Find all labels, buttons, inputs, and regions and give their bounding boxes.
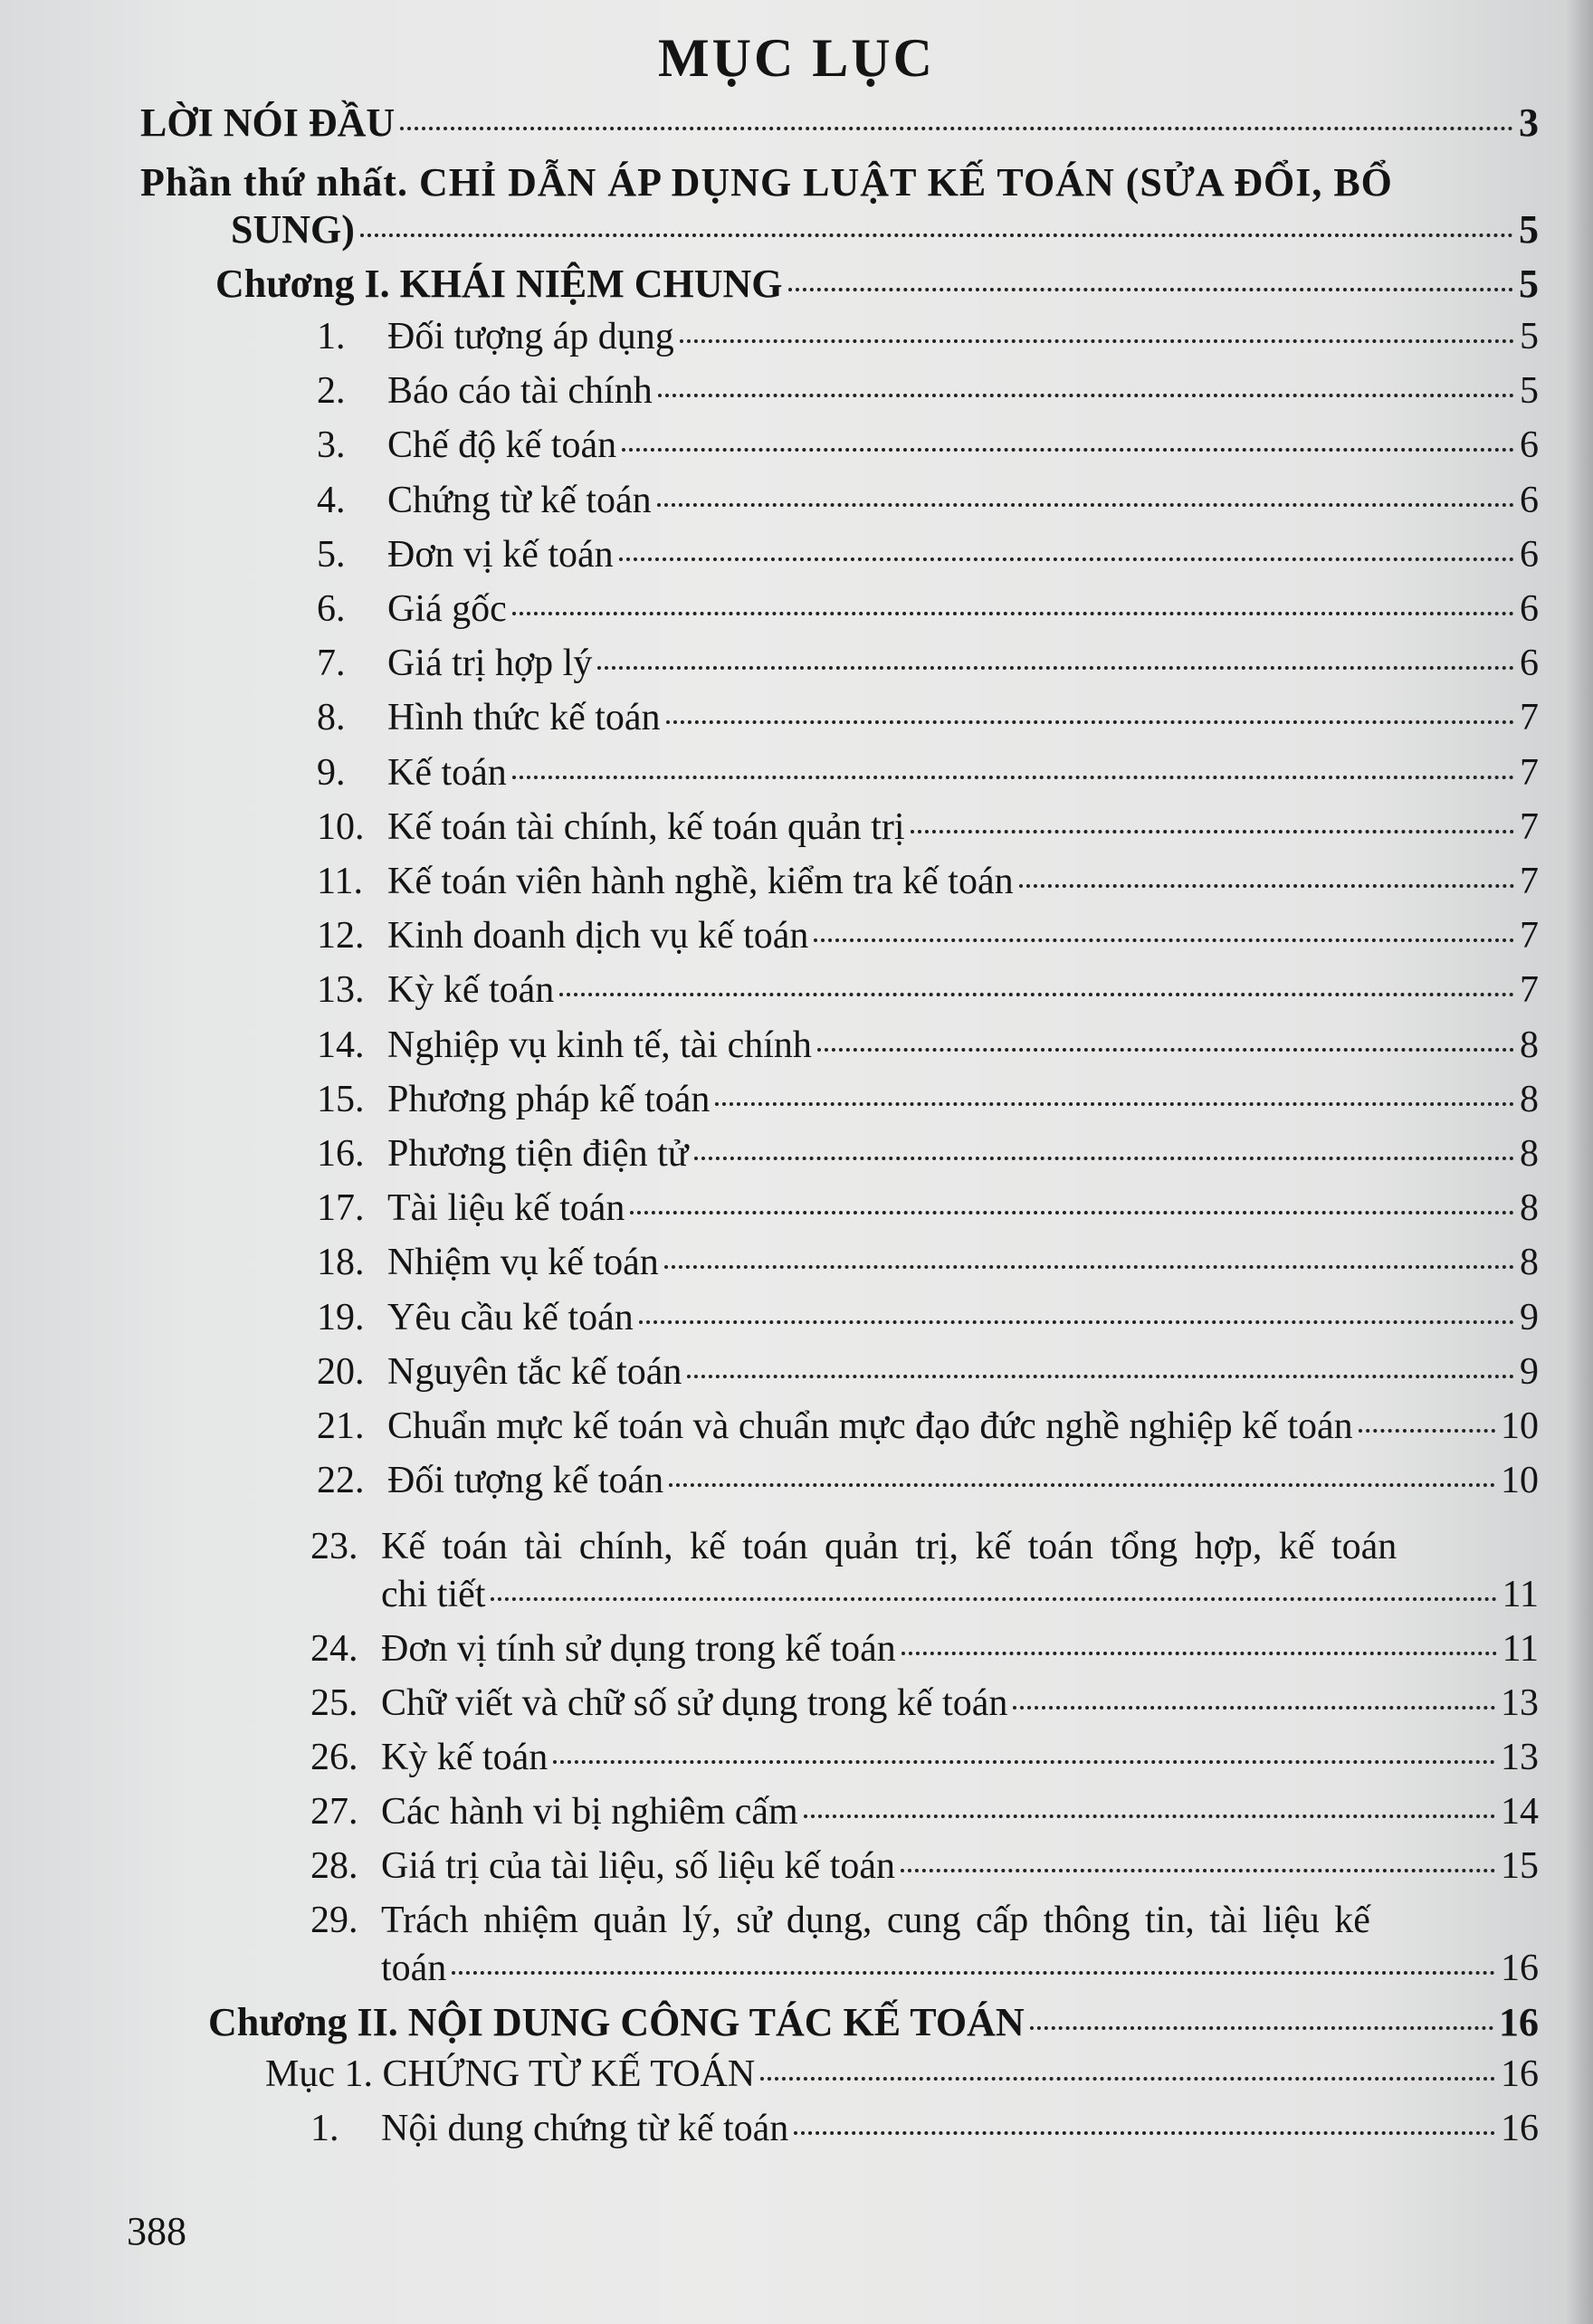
toc-item-number: 11. — [317, 861, 363, 902]
toc-item-page: 7 — [1520, 751, 1539, 794]
toc-item-page: 6 — [1520, 643, 1539, 685]
leader-dots — [804, 1811, 1495, 1818]
toc-item[interactable] — [317, 1459, 1539, 1502]
toc-item[interactable] — [317, 587, 1539, 631]
toc-entry-chapter-2[interactable] — [208, 1999, 1539, 2045]
toc-item[interactable] — [317, 1186, 1539, 1230]
toc-item-number: 20. — [317, 1350, 365, 1393]
toc-item-number: 29. — [310, 1900, 358, 1941]
toc-item-page: 8 — [1520, 1078, 1539, 1120]
toc-item-23-line1[interactable] — [310, 1525, 1539, 1568]
toc-item-page: 8 — [1520, 1187, 1539, 1230]
toc-item-29-line1[interactable] — [310, 1899, 1539, 1942]
toc-item[interactable] — [317, 1296, 1539, 1339]
toc-item-number: 26. — [310, 1737, 358, 1778]
leader-dots — [666, 717, 1514, 724]
toc-item[interactable] — [317, 1132, 1539, 1176]
toc-item-page: 10 — [1501, 1460, 1539, 1502]
toc-item-page: 15 — [1501, 1845, 1539, 1887]
toc-item[interactable] — [317, 1078, 1539, 1121]
leader-dots — [901, 1865, 1495, 1872]
toc-item-number: 21. — [317, 1405, 365, 1447]
toc-item-number: 9. — [317, 751, 346, 794]
toc-item-number: 3. — [317, 424, 346, 467]
toc-entry-part-1[interactable] — [231, 206, 1539, 252]
toc-item-page: 7 — [1520, 805, 1539, 848]
leader-dots — [553, 1757, 1495, 1764]
leader-dots — [814, 935, 1514, 942]
toc-entry-page: 5 — [1519, 262, 1539, 306]
toc-item-number: 25. — [310, 1682, 358, 1724]
toc-item-label: Giá gốc — [387, 588, 507, 630]
toc-item-number: 1. — [310, 2108, 339, 2149]
leader-dots — [657, 500, 1514, 507]
toc-item[interactable] — [317, 860, 1539, 903]
toc-item[interactable] — [310, 1844, 1539, 1888]
toc-item-number: 23. — [310, 1526, 358, 1567]
toc-item-label: chi tiết — [381, 1574, 486, 1615]
toc-item-label: Kỳ kế toán — [381, 1737, 548, 1778]
toc-item[interactable] — [310, 1627, 1539, 1671]
leader-dots — [788, 284, 1513, 291]
toc-item[interactable] — [317, 642, 1539, 685]
toc-item-label: Kỳ kế toán — [387, 969, 555, 1012]
toc-item-label: Kế toán viên hành nghề, kiểm tra kế toán — [387, 861, 1014, 902]
toc-item-page: 13 — [1501, 1737, 1539, 1778]
leader-dots — [619, 554, 1514, 561]
toc-entry-label: Mục 1. CHỨNG TỪ KẾ TOÁN — [265, 2053, 756, 2095]
toc-item-number: 8. — [317, 697, 346, 739]
toc-item[interactable] — [317, 1241, 1539, 1284]
toc-item[interactable] — [317, 479, 1539, 522]
toc-entry-label: SUNG) — [231, 207, 355, 252]
toc-item-number: 14. — [317, 1024, 365, 1066]
toc-item-page: 9 — [1520, 1350, 1539, 1393]
leader-dots — [760, 2073, 1495, 2081]
toc-item-label: Kế toán tài chính, kế toán quản trị — [387, 805, 905, 848]
toc-item-label: Các hành vi bị nghiêm cấm — [381, 1791, 798, 1833]
toc-item-label: Nội dung chứng từ kế toán — [381, 2108, 789, 2149]
toc-item-label: Trách nhiệm quản lý, sử dụng, cung cấp thông tin, tài liệu kế — [381, 1900, 1370, 1941]
toc-item-label: Tài liệu kế toán — [387, 1187, 625, 1230]
toc-item[interactable] — [317, 696, 1539, 739]
toc-item-label: Nhiệm vụ kế toán — [387, 1242, 659, 1284]
toc-item-page: 8 — [1520, 1242, 1539, 1284]
toc-entry-page: 16 — [1501, 2053, 1539, 2095]
toc-item-label: Đơn vị kế toán — [387, 533, 614, 576]
toc-item-label: Đối tượng áp dụng — [387, 316, 674, 357]
toc-item[interactable] — [317, 369, 1539, 413]
toc-item-page: 16 — [1501, 2108, 1539, 2149]
leader-dots — [680, 336, 1514, 343]
toc-item[interactable] — [310, 1736, 1539, 1779]
toc-item[interactable] — [317, 315, 1539, 358]
leader-dots — [694, 1153, 1514, 1160]
toc-item-number: 28. — [310, 1845, 358, 1887]
toc-item-page: 6 — [1520, 479, 1539, 521]
leader-dots — [512, 772, 1514, 779]
leader-dots — [911, 826, 1515, 833]
leader-dots — [658, 390, 1514, 397]
leader-dots — [1359, 1425, 1495, 1433]
toc-item-page: 7 — [1520, 915, 1539, 957]
toc-item-page: 6 — [1520, 533, 1539, 576]
toc-item-number: 16. — [317, 1133, 365, 1175]
toc-item-label: Phương tiện điện tử — [387, 1133, 689, 1175]
toc-item-number: 27. — [310, 1791, 358, 1833]
leader-dots — [817, 1044, 1514, 1052]
toc-entry-label: Chương II. NỘI DUNG CÔNG TÁC KẾ TOÁN — [208, 2000, 1025, 2044]
toc-item-page: 7 — [1520, 697, 1539, 739]
toc-item-number: 7. — [317, 643, 346, 685]
leader-dots — [512, 608, 1514, 615]
toc-entry-part-1-line1[interactable]: Phần thứ nhất. CHỈ DẪN ÁP DỤNG LUẬT KẾ TOÁN (SỬA ĐỔI, BỔ — [140, 160, 1393, 205]
toc-item-label: Chữ viết và chữ số sử dụng trong kế toán — [381, 1682, 1008, 1724]
leader-dots — [794, 2128, 1495, 2135]
toc-item-label: Chuẩn mực kế toán và chuẩn mực đạo đức nghề nghiệp kế toán — [387, 1405, 1353, 1447]
toc-item-label: Báo cáo tài chính — [387, 370, 653, 413]
toc-item[interactable] — [317, 424, 1539, 467]
leader-dots — [687, 1371, 1514, 1378]
toc-item-number: 13. — [317, 969, 365, 1012]
leader-dots — [622, 444, 1514, 452]
toc-item[interactable] — [310, 1790, 1539, 1833]
toc-item-number: 10. — [317, 805, 365, 848]
leader-dots — [664, 1262, 1514, 1269]
toc-item[interactable] — [317, 751, 1539, 795]
toc-item-number: 6. — [317, 588, 346, 630]
toc-item[interactable] — [317, 533, 1539, 576]
toc-item-label: toán — [381, 1948, 447, 1989]
leader-dots — [360, 230, 1513, 237]
toc-entry-page: 16 — [1499, 2000, 1539, 2044]
toc-item-page: 11 — [1502, 1628, 1539, 1670]
toc-item-label: Yêu cầu kế toán — [387, 1296, 634, 1338]
leader-dots — [669, 1480, 1495, 1487]
page-title: MỤC LỤC — [658, 28, 935, 88]
toc-item[interactable] — [317, 1350, 1539, 1394]
toc-entry-label: LỜI NÓI ĐẦU — [140, 100, 396, 145]
toc-entry-page: 5 — [1519, 207, 1539, 252]
toc-item-page: 5 — [1520, 316, 1539, 357]
toc-item-page: 8 — [1520, 1024, 1539, 1066]
leader-dots — [715, 1099, 1514, 1106]
toc-item-page: 13 — [1501, 1682, 1539, 1724]
toc-item-label: Chứng từ kế toán — [387, 479, 652, 521]
leader-dots — [901, 1648, 1497, 1655]
toc-item-label: Giá trị hợp lý — [387, 643, 593, 685]
toc-entry-loi-noi-dau[interactable] — [140, 100, 1539, 146]
leader-dots — [400, 123, 1513, 130]
leader-dots — [630, 1207, 1514, 1214]
toc-entry-section-1[interactable] — [265, 2053, 1539, 2096]
toc-item[interactable] — [317, 805, 1539, 849]
toc-item-page: 16 — [1501, 1948, 1539, 1989]
toc-item-number: 1. — [317, 316, 346, 357]
leader-dots — [491, 1594, 1496, 1601]
toc-item-23[interactable] — [381, 1573, 1539, 1616]
toc-item-page: 8 — [1520, 1133, 1539, 1175]
toc-item[interactable] — [317, 1405, 1539, 1448]
toc-item-number: 22. — [317, 1460, 365, 1502]
toc-item-page: 14 — [1501, 1791, 1539, 1833]
toc-item-label: Giá trị của tài liệu, số liệu kế toán — [381, 1845, 895, 1887]
toc-item-label: Hình thức kế toán — [387, 697, 661, 739]
toc-item-label: Kế toán — [387, 751, 507, 794]
toc-item-label: Nguyên tắc kế toán — [387, 1350, 682, 1393]
leader-dots — [639, 1317, 1514, 1324]
toc-item-page: 6 — [1520, 424, 1539, 467]
leader-dots — [559, 989, 1514, 996]
toc-item-label: Đơn vị tính sử dụng trong kế toán — [381, 1628, 896, 1670]
toc-item-number: 12. — [317, 915, 365, 957]
toc-item-page: 10 — [1501, 1405, 1539, 1447]
toc-item-page: 9 — [1520, 1296, 1539, 1338]
toc-item-label: Kinh doanh dịch vụ kế toán — [387, 915, 809, 957]
toc-item[interactable] — [310, 2107, 1539, 2150]
toc-item-label: Chế độ kế toán — [387, 424, 617, 467]
leader-dots — [1013, 1702, 1495, 1710]
page-number: 388 — [127, 2209, 186, 2253]
leader-dots — [597, 662, 1514, 670]
toc-item-page: 7 — [1520, 861, 1539, 902]
page-edge-shadow — [1566, 0, 1593, 2324]
toc-item-29[interactable] — [381, 1947, 1539, 1990]
toc-item-number: 19. — [317, 1296, 365, 1338]
toc-item-number: 24. — [310, 1628, 358, 1670]
toc-item-number: 5. — [317, 533, 346, 576]
leader-dots — [452, 1967, 1495, 1975]
toc-item-number: 17. — [317, 1187, 365, 1230]
toc-item-label: Kế toán tài chính, kế toán quản trị, kế toán tổng hợp, kế toán — [381, 1526, 1397, 1567]
toc-item[interactable] — [317, 1024, 1539, 1067]
toc-item[interactable] — [317, 914, 1539, 957]
toc-item-number: 15. — [317, 1078, 365, 1120]
toc-item-page: 7 — [1520, 969, 1539, 1012]
toc-entry-chapter-1[interactable] — [215, 261, 1539, 307]
toc-item-label: Nghiệp vụ kinh tế, tài chính — [387, 1024, 812, 1066]
toc-item-number: 2. — [317, 370, 346, 413]
toc-item[interactable] — [317, 968, 1539, 1012]
toc-item-page: 6 — [1520, 588, 1539, 630]
toc-item-number: 4. — [317, 479, 346, 521]
toc-item-label: Đối tượng kế toán — [387, 1460, 664, 1502]
toc-item[interactable] — [310, 1681, 1539, 1725]
leader-dots — [1019, 881, 1514, 888]
toc-entry-label: Chương I. KHÁI NIỆM CHUNG — [215, 262, 783, 306]
toc-entry-page: 3 — [1519, 100, 1539, 145]
toc-item-page: 11 — [1502, 1574, 1539, 1615]
leader-dots — [1030, 2023, 1493, 2030]
toc-item-page: 5 — [1520, 370, 1539, 413]
toc-item-label: Phương pháp kế toán — [387, 1078, 711, 1120]
toc-item-number: 18. — [317, 1242, 365, 1284]
